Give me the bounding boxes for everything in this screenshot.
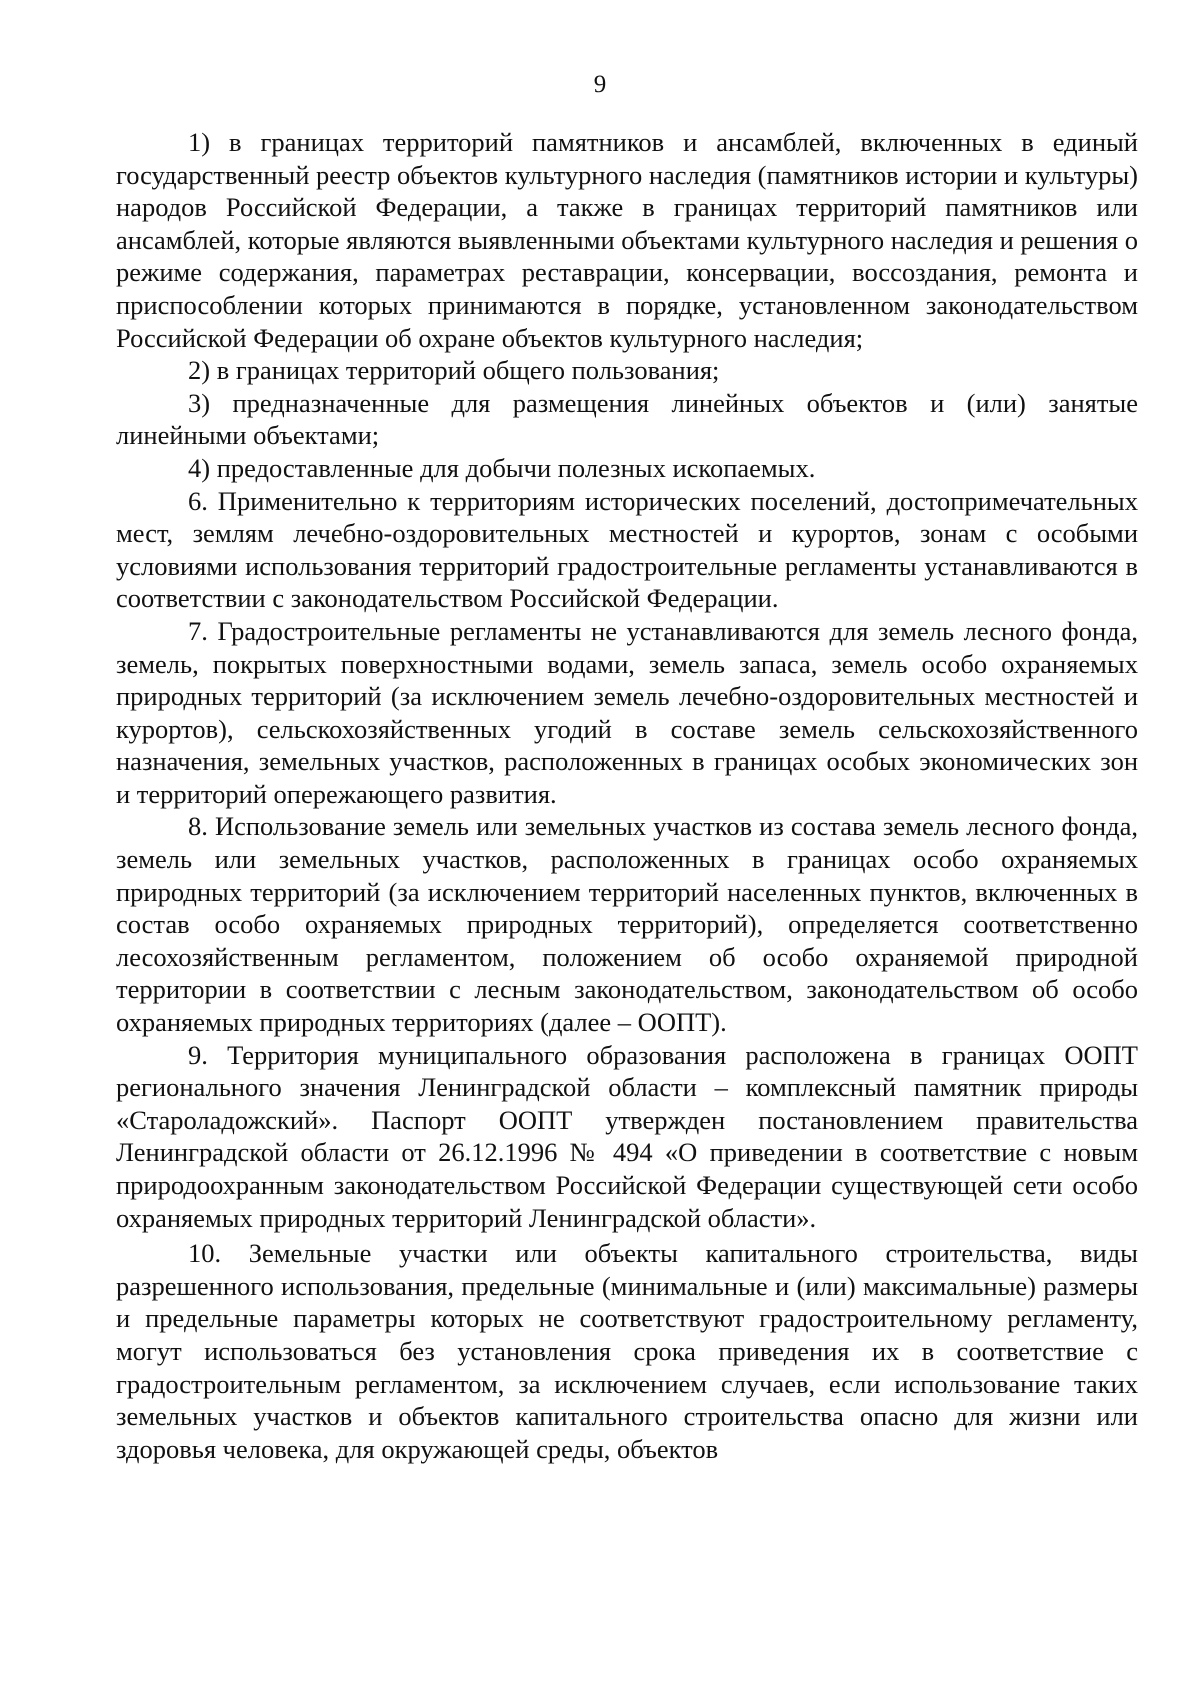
paragraph-section-6: 6. Применительно к территориям исторических поселений, достопримечательных мест, землям лечебно-оздоровительных местностей и курортов, зонам с особыми условиями использования территорий градостроительные регламенты устанавливаются в соответствии с законодательством Российской Федерации. [116, 485, 1138, 614]
paragraph-section-8: 8. Использование земель или земельных участков из состава земель лесного фонда, земель или земельных участков, расположенных в границах особо охраняемых природных территорий (за исключением территорий населенных пунктов, включенных в состав особо охраняемых природных территорий), определяется соответственно лесохозяйственным регламентом, положением об особо охраняемой природной территории в соответствии с лесным законодательством, законодательством об особо охраняемых природных территориях (далее – ООПТ). [116, 811, 1138, 1038]
page-number: 9 [593, 71, 607, 98]
paragraph-item-3: 3) предназначенные для размещения линейных объектов и (или) занятые линейными объектами; [116, 387, 1138, 451]
paragraph-section-7: 7. Градостроительные регламенты не устанавливаются для земель лесного фонда, земель, покрытых поверхностными водами, земель запаса, земель особо охраняемых природных территорий (за исключением земель лечебно-оздоровительных местностей и курортов), сельскохозяйственных угодий в составе земель сельскохозяйственного назначения, земельных участков, расположенных в границах особых экономических зон и территорий опережающего развития. [116, 615, 1138, 809]
paragraph-item-2: 2) в границах территорий общего пользования; [188, 355, 720, 386]
paragraph-item-1: 1) в границах территорий памятников и ансамблей, включенных в единый государственный реестр объектов культурного наследия (памятников истории и культуры) народов Российской Федерации, а также в границах территорий памятников или ансамблей, которые являются выявленными объектами культурного наследия и решения о режиме содержания, параметрах реставрации, консервации, воссоздания, ремонта и приспособлении которых принимаются в порядке, установленном законодательством Российской Федерации об охране объектов культурного наследия; [116, 127, 1138, 353]
paragraph-section-10: 10. Земельные участки или объекты капитального строительства, виды разрешенного использования, предельные (минимальные и (или) максимальные) размеры и предельные параметры которых не соответствуют градостроительному регламенту, могут использоваться без установления срока приведения их в соответствие с градостроительным регламентом, за исключением случаев, если использование таких земельных участков и объектов капитального строительства опасно для жизни или здоровья человека, для окружающей среды, объектов [116, 1238, 1138, 1464]
document-body [116, 126, 1138, 1465]
paragraph-item-4: 4) предоставленные для добычи полезных ископаемых. [188, 452, 816, 483]
paragraph-section-9: 9. Территория муниципального образования расположена в границах ООПТ регионального значения Ленинградской области – комплексный памятник природы «Староладожский». Паспорт ООПТ утвержден постановлением правительства Ленинградской области от 26.12.1996 № 494 «О приведении в соответствие с новым природоохранным законодательством Российской Федерации существующей сети особо охраняемых природных территорий Ленинградской области». [116, 1039, 1138, 1233]
